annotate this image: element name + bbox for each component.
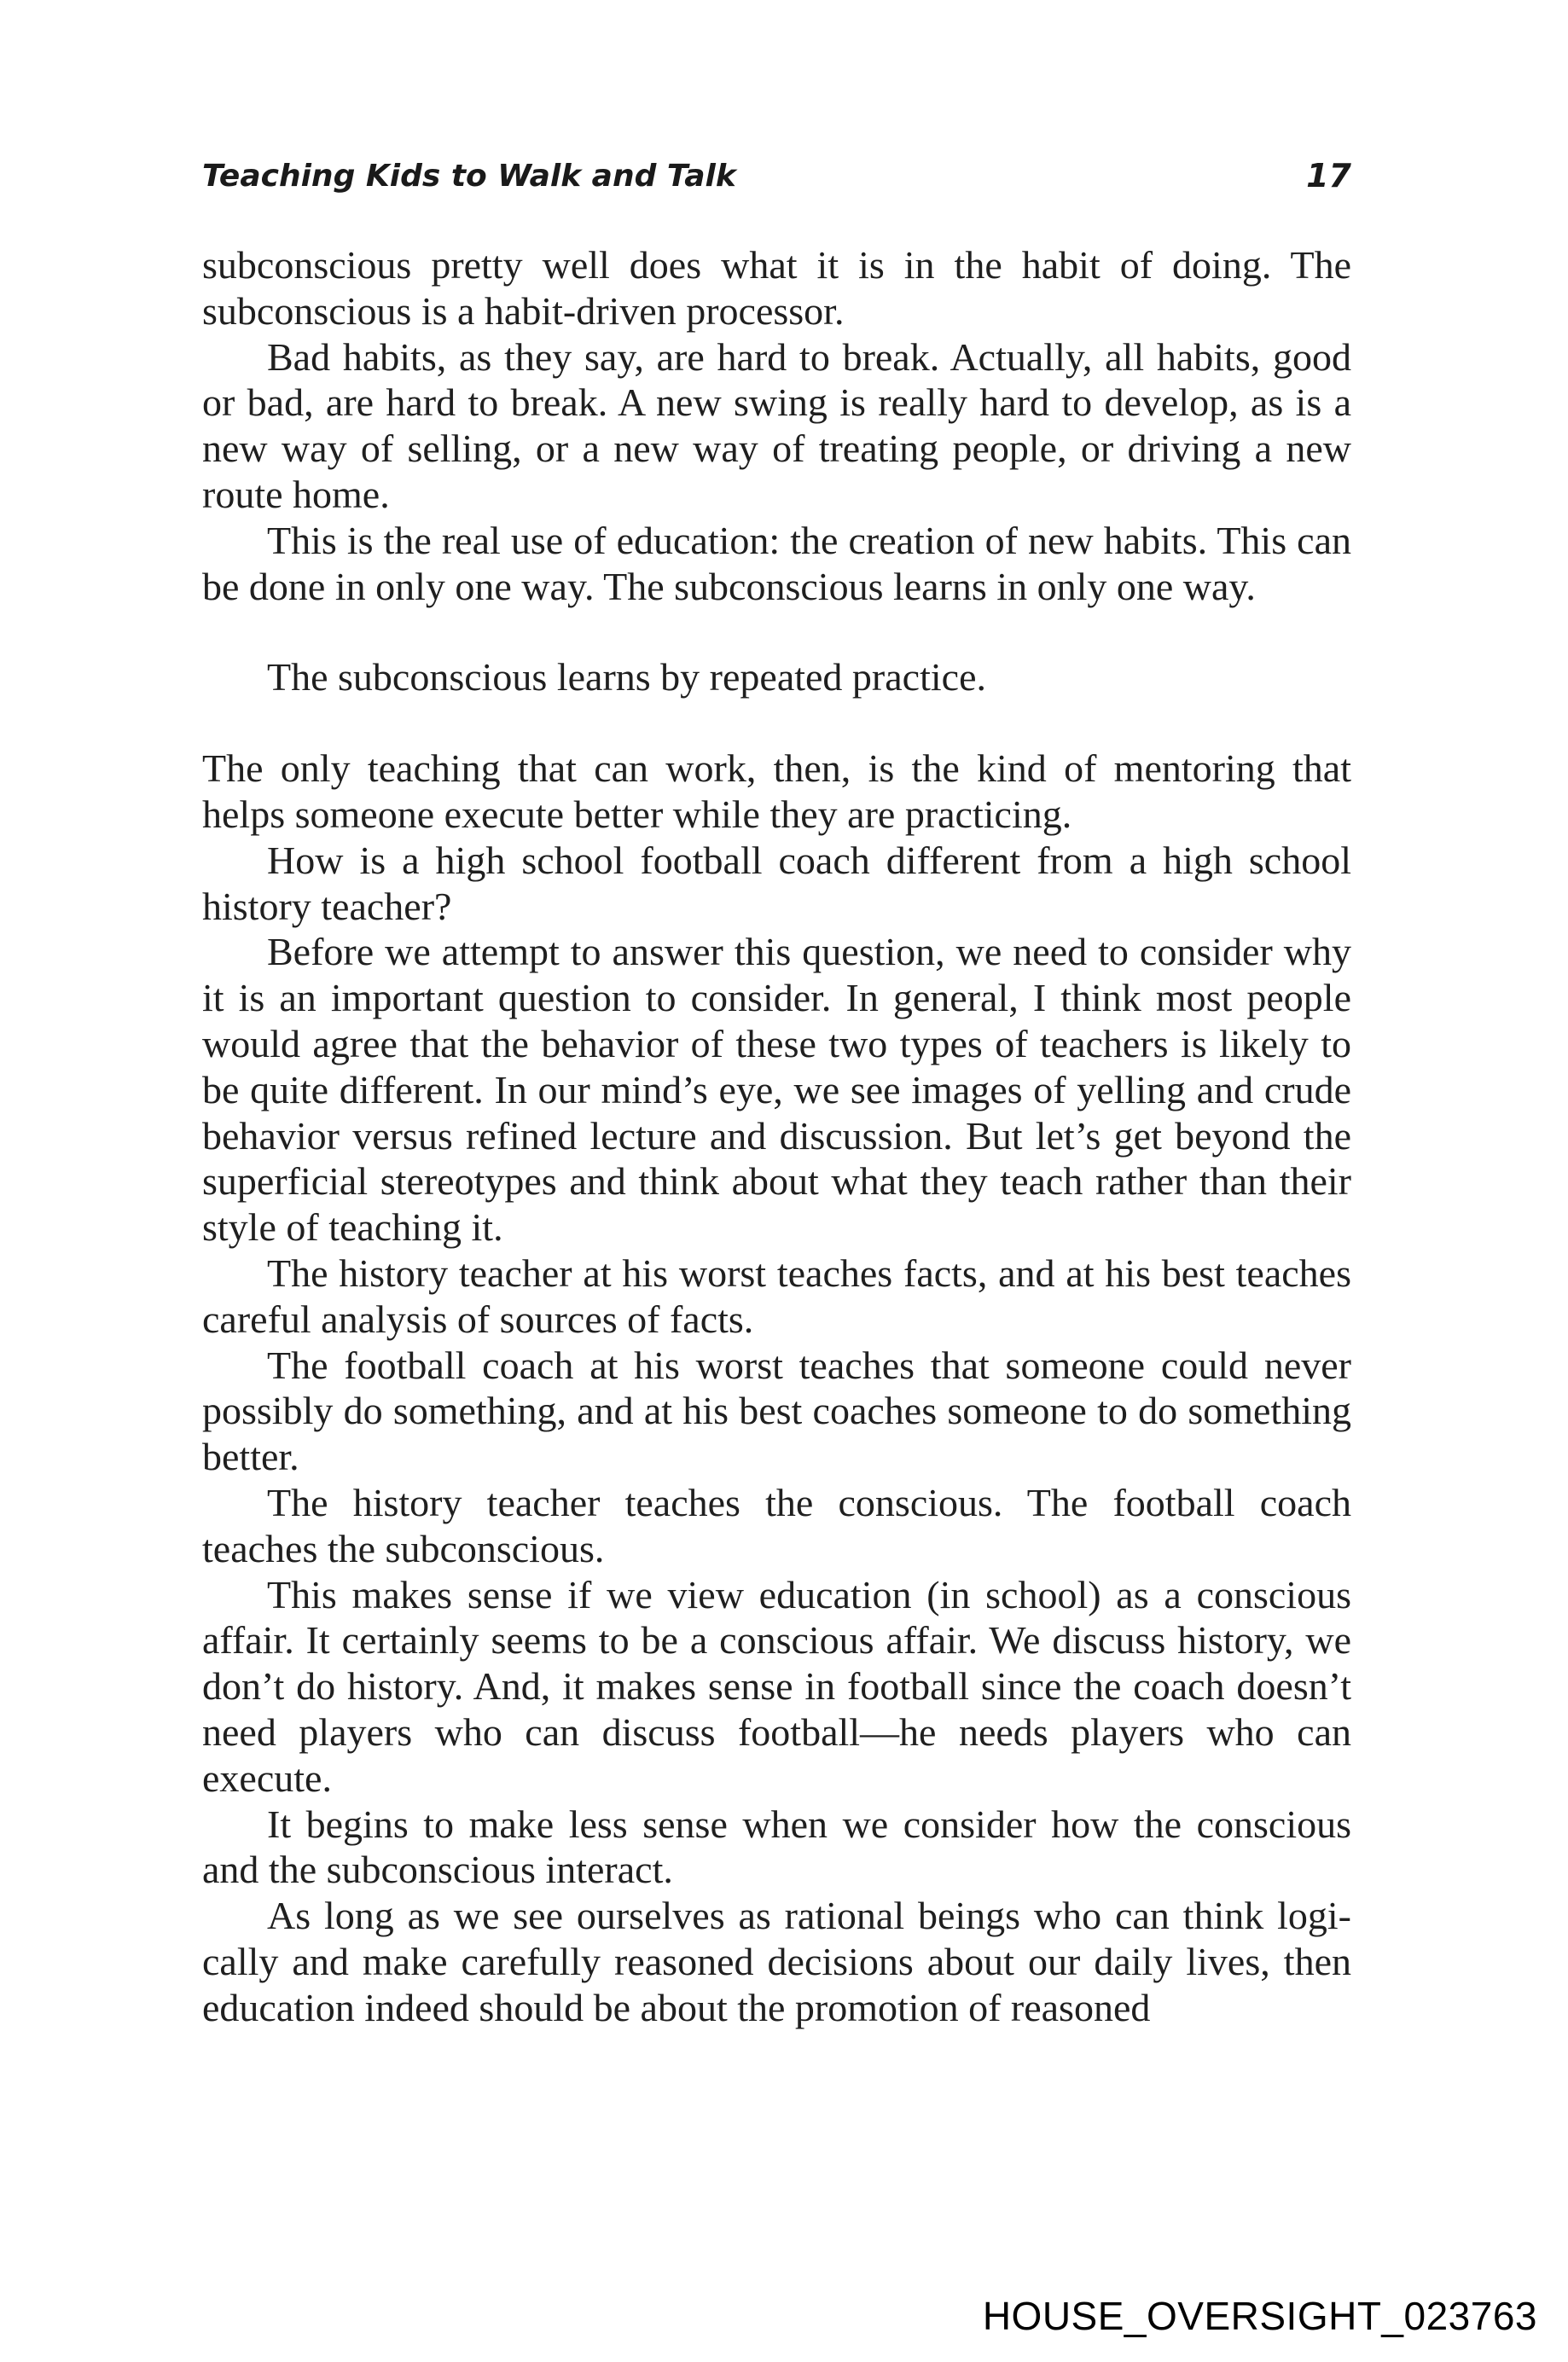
paragraph: This makes sense if we view education (in school) as a conscious affair. It certainly seems to be a conscious affair. We discuss history, we don’t do history. And, it makes sense in football since the coach doesn’t need players who can discuss football—he needs players who can execute.	[202, 1572, 1351, 1800]
running-title: Teaching Kids to Walk and Talk	[202, 158, 736, 194]
paragraph: subconscious pretty well does what it is in the habit of doing. The subconscious is a habit-driven processor.	[202, 243, 1351, 333]
paragraph: Bad habits, as they say, are hard to break. Actually, all habits, good or bad, are hard to break. A new swing is really hard to develop, as is a new way of selling, or a new way of treating people, or driving a new route home.	[202, 334, 1351, 516]
paragraph: How is a high school football coach different from a high school history teacher?	[202, 838, 1351, 928]
callout-sentence: The subconscious learns by repeated practice.	[267, 655, 986, 699]
paragraph: The history teacher at his worst teaches facts, and at his best teaches careful analysis of sources of facts.	[202, 1251, 1351, 1341]
page-number: 17	[1306, 157, 1351, 194]
bates-number: HOUSE_OVERSIGHT_023763	[982, 2294, 1537, 2338]
running-head	[202, 150, 1351, 201]
paragraph: This is the real use of education: the creation of new habits. This can be done in only one way. The subconscious learns in only one way.	[202, 518, 1351, 608]
paragraph: The only teaching that can work, then, is the kind of mentoring that helps someone execute better while they are practicing.	[202, 746, 1351, 836]
paragraph: The history teacher teaches the conscious. The football coach teaches the subconscious.	[202, 1480, 1351, 1570]
paragraph: Before we attempt to answer this question, we need to consider why it is an important question to consider. In general, I think most people would agree that the behavior of these two types of teachers is likely to be quite different. In our mind’s eye, we see images of yelling and crude behavior versus refined lecture and discussion. But let’s get beyond the superficial stereotypes and think about what they teach rather than their style of teaching it.	[202, 930, 1351, 1250]
body-text	[202, 242, 1351, 2030]
paragraph: As long as we see ourselves as rational beings who can think logically and make carefully reasoned decisions about our daily lives, then education indeed should be about the promotion of reasoned	[202, 1894, 1351, 2029]
paragraph: It begins to make less sense when we consider how the conscious and the subconscious interact.	[202, 1802, 1351, 1892]
paragraph: The football coach at his worst teaches that someone could never possibly do something, and at his best coaches someone to do something better.	[202, 1343, 1351, 1479]
